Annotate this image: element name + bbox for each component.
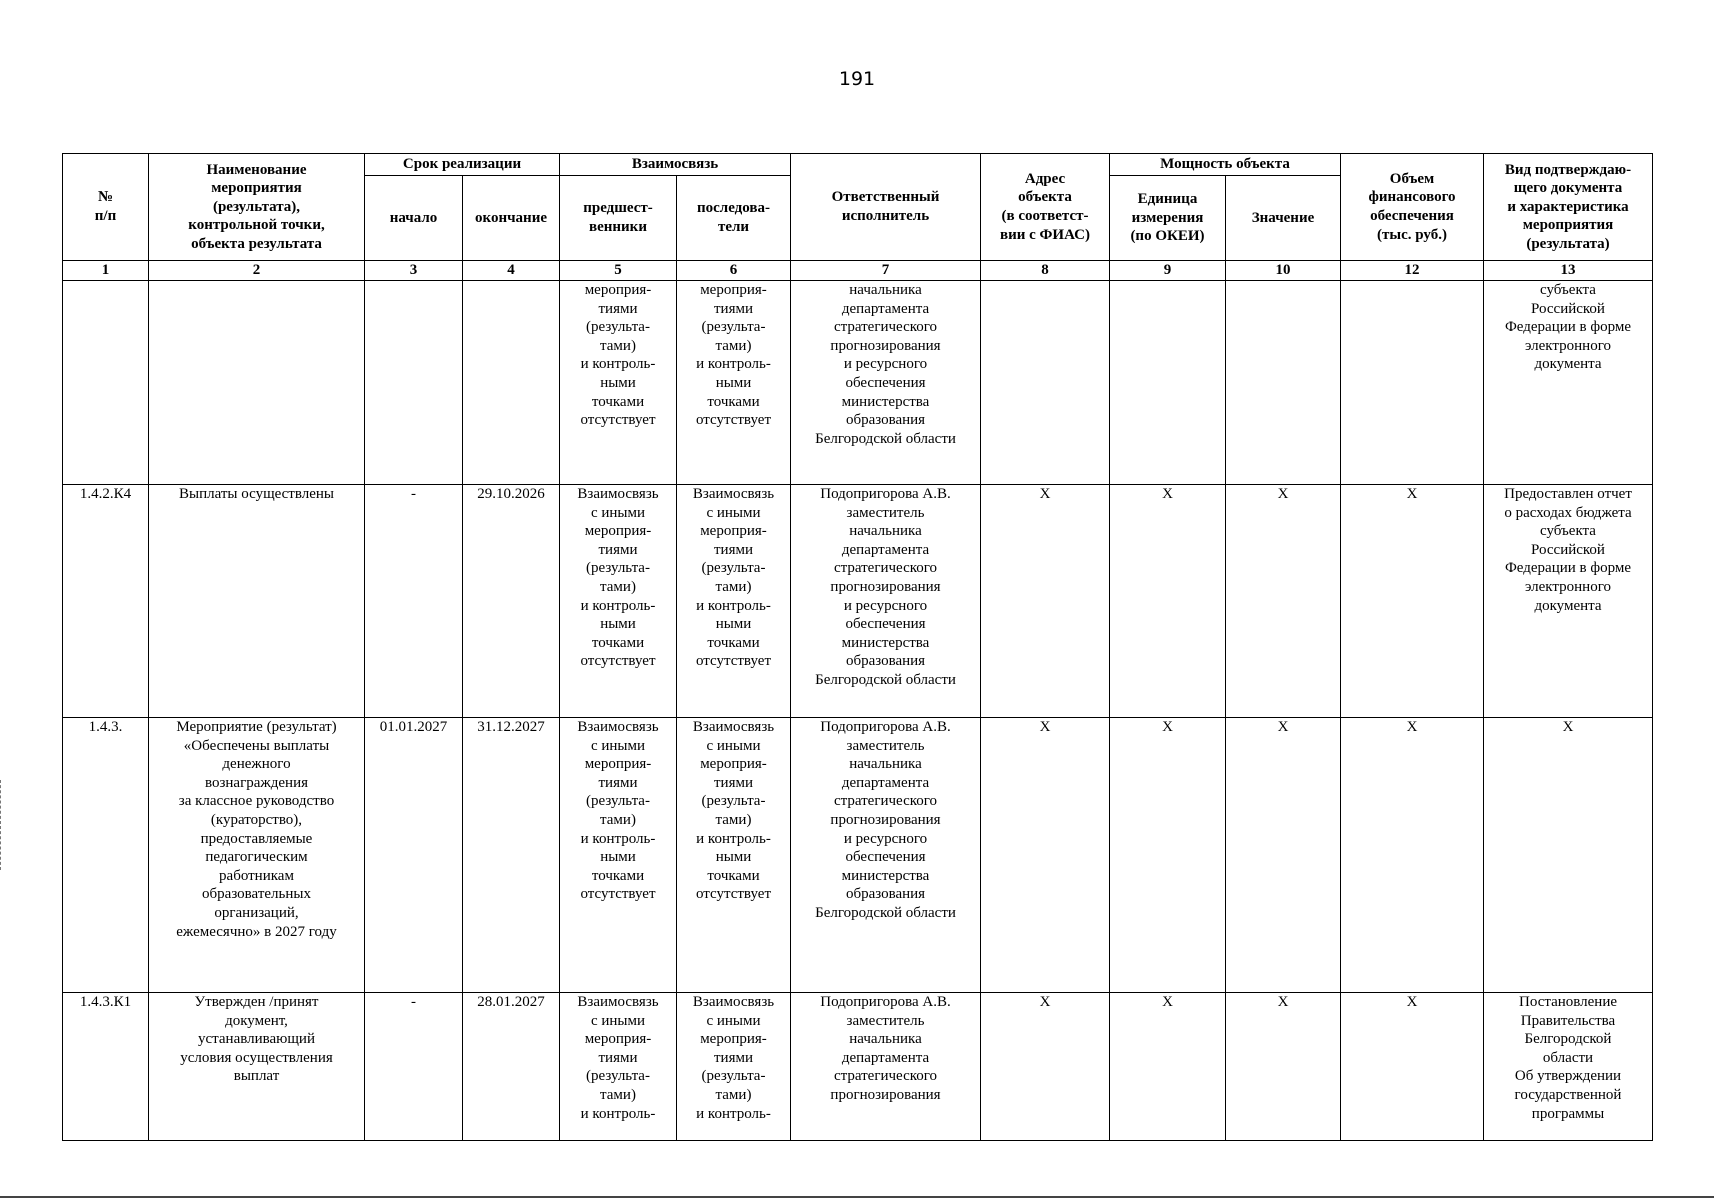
cell-responsible: начальника департамента стратегического прогнозирования и ресурсного обеспечения министерства образования Белгородской области: [791, 281, 981, 485]
cell-num: 1.4.3.К1: [63, 993, 149, 1141]
header-doc-type: Вид подтверждаю- щего документа и характеристика мероприятия (результата): [1484, 154, 1653, 261]
cell-end: 29.10.2026: [463, 485, 560, 718]
cell-doc: субъекта Российской Федерации в форме электронного документа: [1484, 281, 1653, 485]
page-bottom-edge: [0, 1196, 1714, 1198]
column-number: 6: [677, 261, 791, 281]
measures-table: [62, 153, 1653, 1141]
column-number: 12: [1341, 261, 1484, 281]
page-number: 191: [838, 68, 876, 90]
cell-address: X: [981, 993, 1110, 1141]
cell-end: 31.12.2027: [463, 718, 560, 993]
cell-responsible: Подопригорова А.В. заместитель начальника департамента стратегического прогнозирования и ресурсного обеспечения министерства образования Белгородской области: [791, 718, 981, 993]
cell-unit: X: [1110, 718, 1226, 993]
column-number: 1: [63, 261, 149, 281]
cell-address: X: [981, 485, 1110, 718]
cell-value: [1226, 281, 1341, 485]
cell-name: Мероприятие (результат) «Обеспечены выплаты денежного вознаграждения за классное руководство (кураторство), предоставляемые педагогическим работникам образовательных организаций, ежемесячно» в 2027 году: [149, 718, 365, 993]
cell-value: X: [1226, 718, 1341, 993]
header-unit: Единица измерения (по ОКЕИ): [1110, 176, 1226, 261]
cell-predecessors: Взаимосвязь с иными мероприя- тиями (результа- тами) и контроль- ными точками отсутствует: [560, 718, 677, 993]
header-relation: Взаимосвязь: [560, 154, 791, 176]
cell-address: X: [981, 718, 1110, 993]
column-number: 8: [981, 261, 1110, 281]
cell-unit: [1110, 281, 1226, 485]
cell-finance: X: [1341, 718, 1484, 993]
cell-value: X: [1226, 485, 1341, 718]
cell-doc: Предоставлен отчет о расходах бюджета субъекта Российской Федерации в форме электронного документа: [1484, 485, 1653, 718]
column-number: 7: [791, 261, 981, 281]
header-successors: последова- тели: [677, 176, 791, 261]
cell-successors: Взаимосвязь с иными мероприя- тиями (результа- тами) и контроль-: [677, 993, 791, 1141]
column-number: 3: [365, 261, 463, 281]
column-numbers-row: [63, 261, 1653, 281]
cell-num: [63, 281, 149, 485]
cell-finance: X: [1341, 485, 1484, 718]
cell-num: 1.4.2.К4: [63, 485, 149, 718]
cell-responsible: Подопригорова А.В. заместитель начальника департамента стратегического прогнозирования: [791, 993, 981, 1141]
header-finance: Объем финансового обеспечения (тыс. руб.): [1341, 154, 1484, 261]
header-predecessors: предшест- венники: [560, 176, 677, 261]
cell-address: [981, 281, 1110, 485]
cell-end: [463, 281, 560, 485]
cell-responsible: Подопригорова А.В. заместитель начальника департамента стратегического прогнозирования и ресурсного обеспечения министерства образования Белгородской области: [791, 485, 981, 718]
cell-predecessors: мероприя- тиями (результа- тами) и контроль- ными точками отсутствует: [560, 281, 677, 485]
cell-unit: X: [1110, 993, 1226, 1141]
column-number: 10: [1226, 261, 1341, 281]
column-number: 4: [463, 261, 560, 281]
header-end: окончание: [463, 176, 560, 261]
header-value: Значение: [1226, 176, 1341, 261]
header-row-top: [63, 154, 1653, 176]
header-capacity: Мощность объекта: [1110, 154, 1341, 176]
cell-start: -: [365, 993, 463, 1141]
cell-doc: Постановление Правительства Белгородской области Об утверждении государственной программы: [1484, 993, 1653, 1141]
table-row: [63, 281, 1653, 485]
header-period: Срок реализации: [365, 154, 560, 176]
cell-start: [365, 281, 463, 485]
cell-finance: [1341, 281, 1484, 485]
cell-predecessors: Взаимосвязь с иными мероприя- тиями (результа- тами) и контроль-: [560, 993, 677, 1141]
cell-predecessors: Взаимосвязь с иными мероприя- тиями (результа- тами) и контроль- ными точками отсутствует: [560, 485, 677, 718]
cell-unit: X: [1110, 485, 1226, 718]
cell-num: 1.4.3.: [63, 718, 149, 993]
header-name: Наименование мероприятия (результата), контрольной точки, объекта результата: [149, 154, 365, 261]
cell-end: 28.01.2027: [463, 993, 560, 1141]
table-row: [63, 718, 1653, 993]
cell-value: X: [1226, 993, 1341, 1141]
column-number: 9: [1110, 261, 1226, 281]
header-start: начало: [365, 176, 463, 261]
header-responsible: Ответственный исполнитель: [791, 154, 981, 261]
cell-doc: X: [1484, 718, 1653, 993]
cell-successors: Взаимосвязь с иными мероприя- тиями (результа- тами) и контроль- ными точками отсутствует: [677, 718, 791, 993]
cell-name: [149, 281, 365, 485]
cell-finance: X: [1341, 993, 1484, 1141]
cell-successors: Взаимосвязь с иными мероприя- тиями (результа- тами) и контроль- ными точками отсутствует: [677, 485, 791, 718]
column-number: 2: [149, 261, 365, 281]
table-row: [63, 993, 1653, 1141]
scan-margin-mark: [0, 780, 4, 870]
cell-name: Утвержден /принят документ, устанавливающий условия осуществления выплат: [149, 993, 365, 1141]
table-row: [63, 485, 1653, 718]
cell-name: Выплаты осуществлены: [149, 485, 365, 718]
cell-start: 01.01.2027: [365, 718, 463, 993]
column-number: 13: [1484, 261, 1653, 281]
cell-start: -: [365, 485, 463, 718]
column-number: 5: [560, 261, 677, 281]
cell-successors: мероприя- тиями (результа- тами) и контроль- ными точками отсутствует: [677, 281, 791, 485]
header-num: № п/п: [63, 154, 149, 261]
header-address: Адрес объекта (в соответст- вии с ФИАС): [981, 154, 1110, 261]
